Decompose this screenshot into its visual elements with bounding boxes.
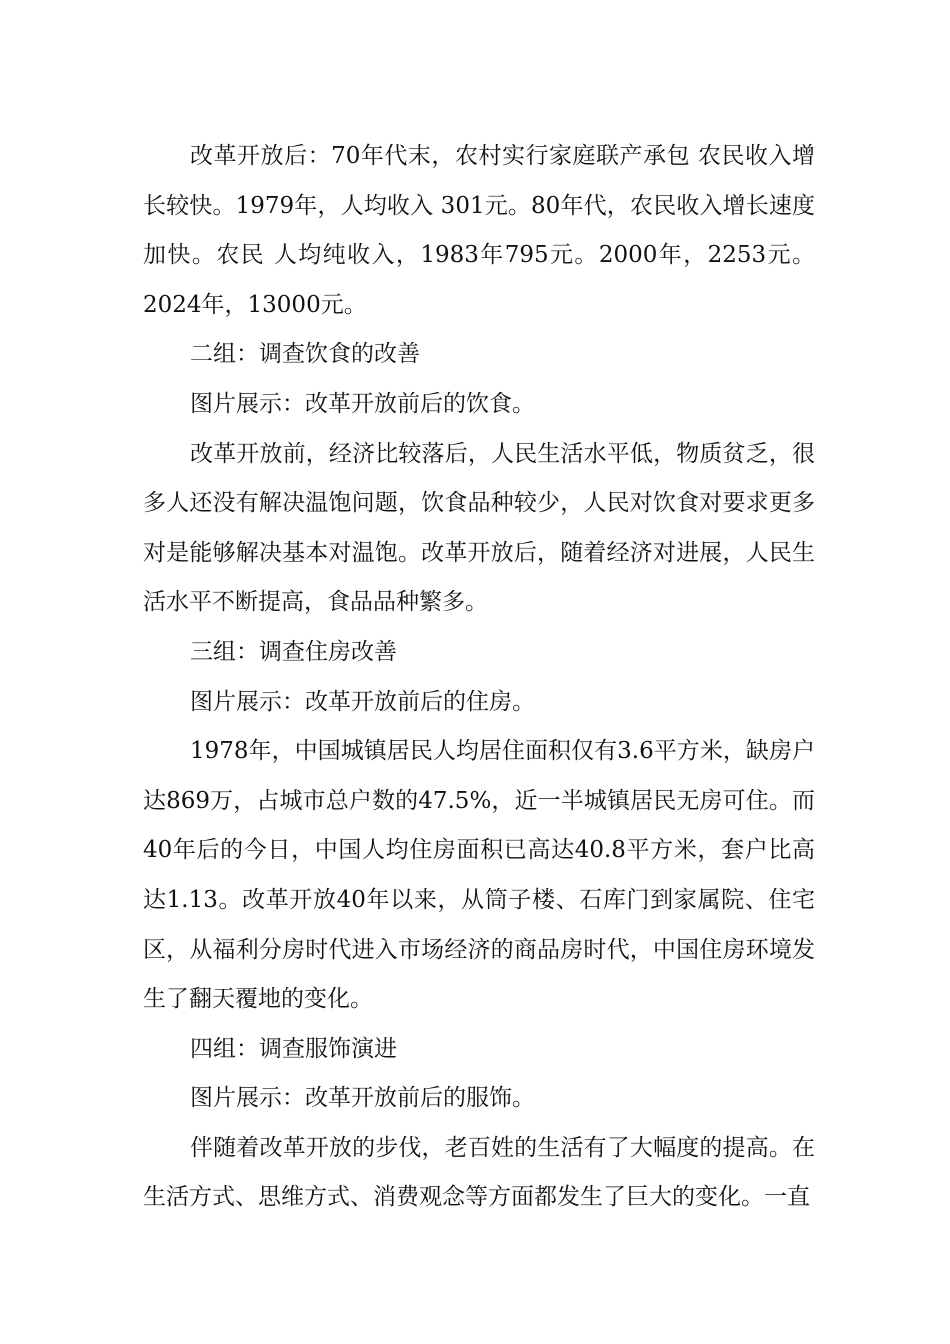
caption-diet-images: 图片展示：改革开放前后的饮食。 xyxy=(190,390,535,417)
heading-group-four-clothing: 四组：调查服饰演进 xyxy=(190,1035,397,1062)
paragraph-income-after-reform: 改革开放后：70年代末，农村实行家庭联产承包 农民收入增长较快。1979年，人均收入 301元。80年代，农民收入增长速度加快。农民 人均纯收入，1983年795元。2000年，2253元。2024年，13000元。 xyxy=(143,143,815,318)
document-body xyxy=(143,132,815,1223)
paragraph-housing: 1978年，中国城镇居民人均居住面积仅有3.6平方米，缺房户达869万，占城市总户数的47.5%，近一半城镇居民无房可住。而40年后的今日，中国人均住房面积已高达40.8平方米，套户比高达1.13。改革开放40年以来，从筒子楼、石库门到家属院、住宅区，从福利分房时代进入市场经济的商品房时代，中国住房环境发生了翻天覆地的变化。 xyxy=(143,738,815,1013)
heading-group-two-diet: 二组：调查饮食的改善 xyxy=(190,341,420,368)
paragraph-diet: 改革开放前，经济比较落后，人民生活水平低，物质贫乏，很多人还没有解决温饱问题，饮食品种较少，人民对饮食对要求更多对是能够解决基本对温饱。改革开放后，随着经济对进展，人民生活水平不断提高，食品品种繁多。 xyxy=(143,440,815,616)
paragraph-clothing: 伴随着改革开放的步伐，老百姓的生活有了大幅度的提高。在生活方式、思维方式、消费观念等方面都发生了巨大的变化。一直 xyxy=(143,1134,815,1211)
caption-clothing-images: 图片展示：改革开放前后的服饰。 xyxy=(190,1085,535,1112)
heading-group-three-housing: 三组：调查住房改善 xyxy=(190,638,397,665)
caption-housing-images: 图片展示：改革开放前后的住房。 xyxy=(190,688,535,715)
